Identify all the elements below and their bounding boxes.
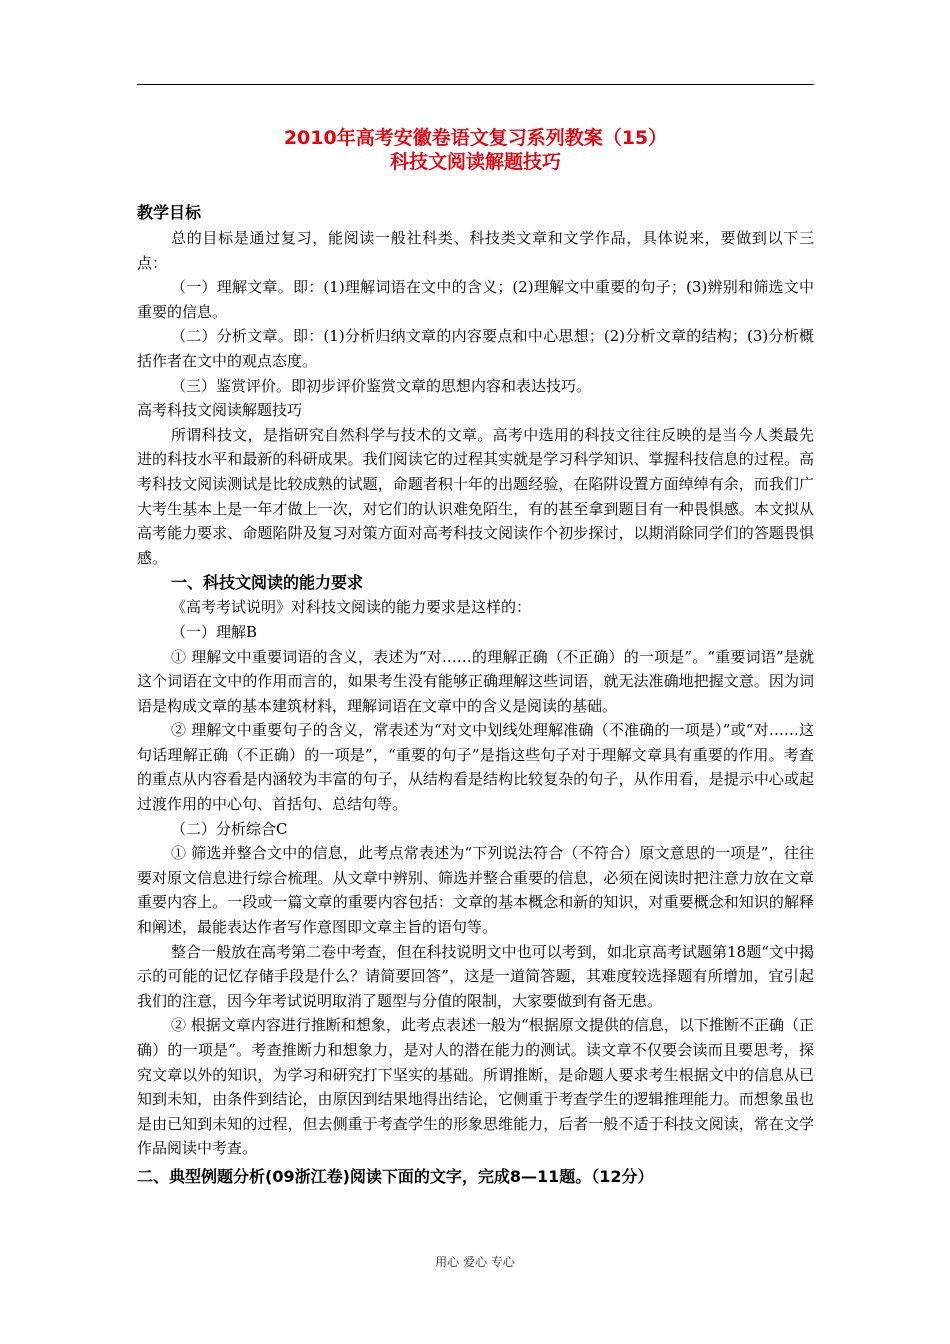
requirement-analyze-filter: ① 筛选并整合文中的信息，此考点常表述为“下列说法符合（不符合）原文意思的一项是”，往往要对原文信息进行综合梳理。从文章中辨别、筛选并整合重要的信息，必须在阅读时把注意力放在文章重要内容上。一段或一篇文章的重要内容包括：文章的基本概念和新的知识，对重要概念和知识的解释和阐述，最能表达作者写作意图即文章主旨的语句等。 <box>137 844 814 937</box>
header-rule <box>137 84 814 85</box>
doc-title-line2: 科技文阅读解题技巧 <box>389 151 561 173</box>
goal-item-3: （三）鉴赏评价。即初步评价鉴赏文章的思想内容和表达技巧。 <box>171 376 592 395</box>
requirements-intro: 《高考考试说明》对科技文阅读的能力要求是这样的： <box>171 598 532 617</box>
requirement-analyze-infer: ② 根据文章内容进行推断和想象，此考点表述一般为“根据原文提供的信息，以下推断不正确（正确）的一项是”。考查推断力和想象力，是对人的潜在能力的测试。读文章不仅要会读而且要思考，探究文章以外的知识，为学习和研究打下坚实的基础。所谓推断，是命题人要求考生根据文中的信息从已知到未知，由条件到结论，由原因到结果地得出结论，它侧重于考查学生的逻辑推理能力。而想象虽也是由已知到未知的过程，但去侧重于考查学生的形象思维能力，后者一般不适于科技文阅读，常在文学作品阅读中考查。 <box>137 1016 814 1158</box>
requirement-analyze-integrate: 整合一般放在高考第二卷中考查，但在科技说明文中也可以考到，如北京高考试题第18题“文中揭示的可能的记忆存储手段是什么？请简要回答”，这是一道简答题，其难度较选择题有所增加，宜引起我们的注意，因今年考试说明取消了题型与分值的限制，大家要做到有备无患。 <box>137 942 814 1010</box>
goal-intro-paragraph: 总的目标是通过复习，能阅读一般社科类、科技类文章和文学作品，具体说来，要做到以下三点： <box>137 229 814 272</box>
doc-title-line1: 2010年高考安徽卷语文复习系列教案（15） <box>283 127 668 149</box>
section1-heading: 一、科技文阅读的能力要求 <box>171 573 364 593</box>
requirement-understand: （一）理解B <box>171 622 258 641</box>
doc-body <box>137 200 814 1191</box>
subtitle-paragraph: 高考科技文阅读解题技巧 <box>137 401 303 420</box>
goal-item-1: （一）理解文章。即：(1)理解词语在文中的含义；(2)理解文中重要的句子；(3)辨别和筛选文中重要的信息。 <box>137 278 814 321</box>
section2-heading: 二、典型例题分析(09浙江卷)阅读下面的文字，完成8—11题。（12分） <box>137 1166 654 1186</box>
intro-paragraph: 所谓科技文，是指研究自然科学与技术的文章。高考中选用的科技文往往反映的是当今人类最先进的科技水平和最新的科研成果。我们阅读它的过程其实就是学习科学知识、掌握科技信息的过程。高考科技文阅读测试是比较成熟的试题，命题者积十年的出题经验，在陷阱设置方面绰绰有余，而我们广大考生基本上是一年才做上一次，对它们的认识难免陌生，有的甚至拿到题目有一种畏惧感。本文拟从高考能力要求、命题陷阱及复习对策方面对高考科技文阅读作个初步探讨，以期消除同学们的答题畏惧感。 <box>137 425 814 567</box>
requirement-analyze: （二）分析综合C <box>171 819 288 838</box>
requirement-understand-sentences: ② 理解文中重要句子的含义，常表述为“对文中划线处理解准确（不准确的一项是）”或“对……这句话理解正确（不正确）的一项是”，“重要的句子”是指这些句子对于理解文章具有重要的作用。考查的重点从内容看是内涵较为丰富的句子，从结构看是结构比较复杂的句子，从作用看，是提示中心或起过渡作用的中心句、首括句、总结句等。 <box>137 721 814 814</box>
goal-item-2: （二）分析文章。即：(1)分析归纳文章的内容要点和中心思想；(2)分析文章的结构；(3)分析概括作者在文中的观点态度。 <box>137 327 814 370</box>
teaching-goals-heading: 教学目标 <box>137 203 202 222</box>
page-footer: 用心 爱心 专心 <box>435 1255 515 1269</box>
requirement-understand-words: ① 理解文中重要词语的含义，表述为“对……的理解正确（不正确）的一项是”。“重要词语”是就这个词语在文中的作用而言的，如果考生没有能够正确理解这些词语，就无法准确地把握文意。因为词语是构成文章的基本建筑材料，理解词语在文章中的含义是阅读的基础。 <box>137 647 814 715</box>
